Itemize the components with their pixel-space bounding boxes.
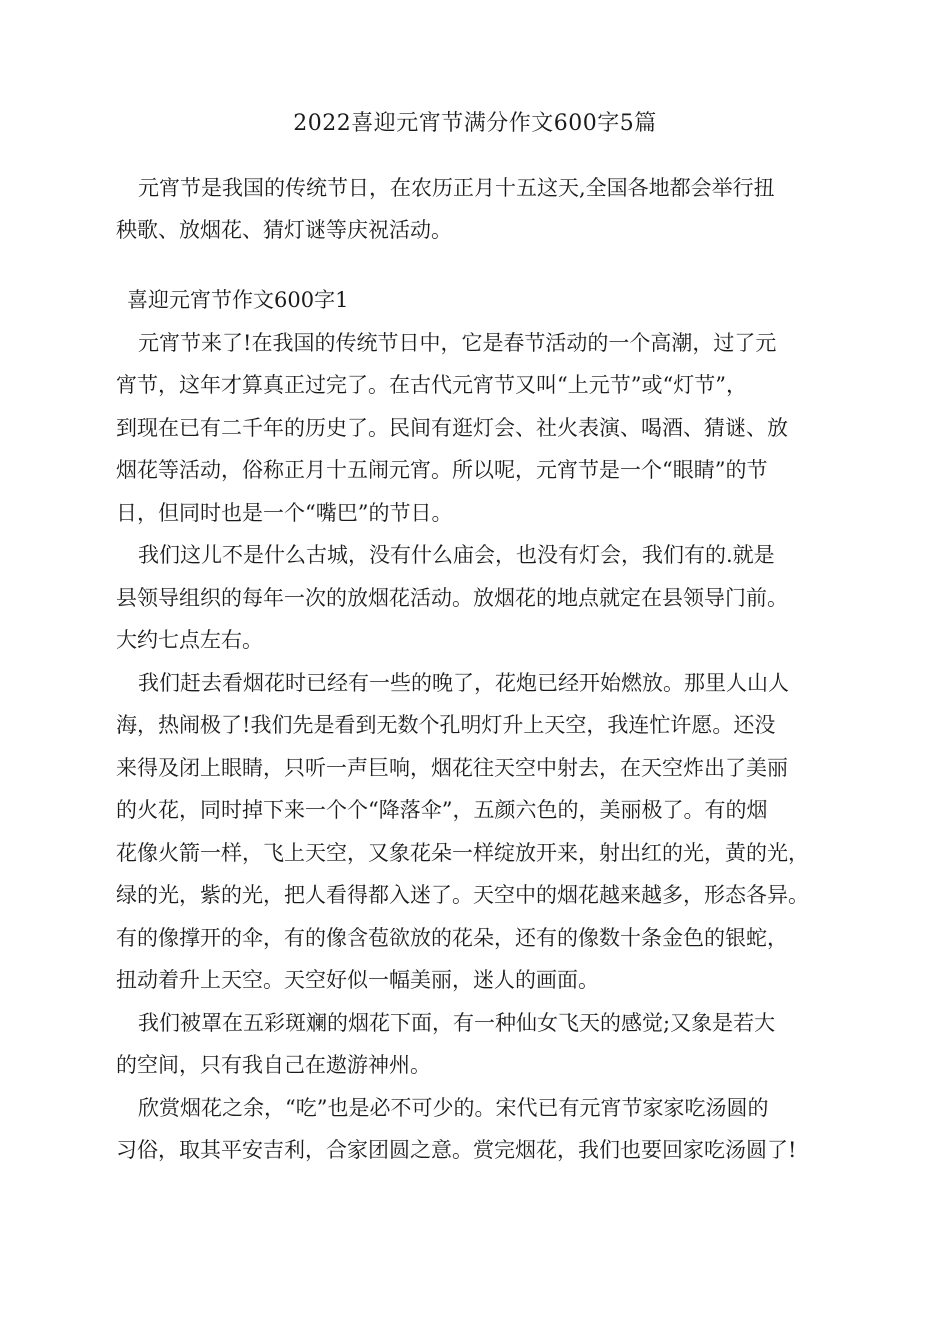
- paragraph: [116, 1002, 856, 1087]
- paragraph-line: 我们被罩在五彩斑斓的烟花下面，有一种仙女飞天的感觉;又象是若大: [138, 1010, 776, 1035]
- paragraph-line: 元宵节来了!在我国的传统节日中，它是春节活动的一个高潮，过了元: [138, 330, 777, 355]
- paragraph-line: 我们赶去看烟花时已经有一些的晚了，花炮已经开始燃放。那里人山人: [138, 670, 789, 695]
- paragraph-line: 大约七点左右。: [116, 628, 263, 652]
- paragraph: [116, 534, 856, 662]
- document-title: 2022喜迎元宵节满分作文600字5篇: [293, 111, 657, 136]
- paragraph-line: 习俗，取其平安吉利，合家团圆之意。赏完烟花，我们也要回家吃汤圆了!: [116, 1138, 797, 1162]
- paragraph-line: 的火花，同时掉下来一个个“降落伞”，五颜六色的，美丽极了。有的烟: [116, 798, 768, 822]
- paragraph-line: 宵节，这年才算真正过完了。在古代元宵节又叫“上元节”或“灯节”，: [116, 373, 747, 397]
- paragraph-line: 海，热闹极了!我们先是看到无数个孔明灯升上天空，我连忙许愿。还没: [116, 713, 776, 737]
- paragraph-line: 有的像撑开的伞，有的像含苞欲放的花朵，还有的像数十条金色的银蛇，: [116, 925, 788, 950]
- paragraph-line: 来得及闭上眼睛，只听一声巨响，烟花往天空中射去，在天空炸出了美丽: [116, 755, 788, 780]
- paragraph-line: 的空间，只有我自己在遨游神州。: [116, 1053, 431, 1077]
- section-heading: 喜迎元宵节作文600字1: [127, 288, 349, 312]
- intro-line: 元宵节是我国的传统节日，在农历正月十五这天,全国各地都会举行扭: [138, 176, 775, 200]
- paragraph: [116, 662, 856, 1002]
- intro-line: 秧歌、放烟花、猜灯谜等庆祝活动。: [116, 218, 452, 242]
- intro-paragraph: [116, 167, 856, 251]
- paragraph-line: 扭动着升上天空。天空好似一幅美丽，迷人的画面。: [116, 968, 599, 992]
- paragraph-line: 我们这儿不是什么古城，没有什么庙会，也没有灯会，我们有的.就是: [138, 543, 775, 567]
- paragraph-line: 县领导组织的每年一次的放烟花活动。放烟花的地点就定在县领导门前。: [116, 585, 788, 610]
- paragraph: [116, 1087, 856, 1172]
- paragraph-line: 日，但同时也是一个“嘴巴”的节日。: [116, 500, 453, 525]
- paragraph-line: 欣赏烟花之余，“吃”也是必不可少的。宋代已有元宵节家家吃汤圆的: [138, 1095, 769, 1120]
- paragraph-line: 烟花等活动，俗称正月十五闹元宵。所以呢，元宵节是一个“眼睛”的节: [116, 458, 768, 482]
- paragraph-line: 花像火箭一样，飞上天空，又象花朵一样绽放开来，射出红的光，黄的光，: [116, 840, 809, 865]
- paragraph: [116, 322, 856, 535]
- paragraph-line: 到现在已有二千年的历史了。民间有逛灯会、社火表演、喝酒、猜谜、放: [116, 415, 788, 440]
- paragraph-line: 绿的光，紫的光，把人看得都入迷了。天空中的烟花越来越多，形态各异。: [116, 883, 809, 907]
- essay-body: [116, 279, 856, 1172]
